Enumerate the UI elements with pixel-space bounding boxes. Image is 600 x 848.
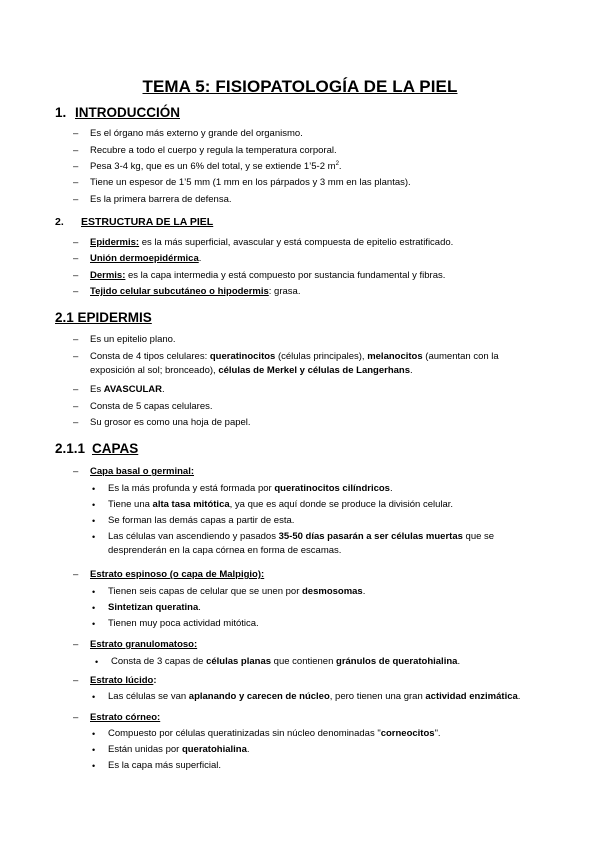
list-item: – Es la primera barrera de defensa.	[73, 194, 232, 205]
section-2-1-heading	[55, 310, 152, 325]
list-item: – Consta de 5 capas celulares.	[73, 401, 213, 412]
sub-item: • Las células van ascendiendo y pasados 35-50 días pasarán a ser células muertas que se desprenderán en la capa córnea en forma de escamas.	[92, 531, 495, 556]
list-item: – Su grosor es como una hoja de papel.	[73, 417, 251, 428]
sub-item: • Compuesto por células queratinizadas sin núcleo denominadas "corneocitos".	[92, 728, 441, 739]
layer-title-basal: – Capa basal o germinal:	[73, 466, 195, 477]
section-2-title: ESTRUCTURA DE LA PIEL	[81, 216, 214, 228]
list-item: – Dermis: es la capa intermedia y está compuesto por sustancia fundamental y fibras.	[73, 270, 446, 281]
section-2-1-1-title: CAPAS	[92, 441, 139, 456]
layer-title-espinoso: – Estrato espinoso (o capa de Malpigio):	[73, 569, 265, 580]
page-title: TEMA 5: FISIOPATOLOGÍA DE LA PIEL	[142, 77, 458, 96]
section-2-1-1-number: 2.1.1	[55, 441, 86, 456]
list-item: – Tiene un espesor de 1’5 mm (1 mm en los párpados y 3 mm en las plantas).	[73, 177, 411, 188]
list-item: – Es el órgano más externo y grande del organismo.	[73, 128, 303, 139]
section-1-heading	[55, 105, 180, 120]
layer-title-lucido: – Estrato lúcido:	[73, 675, 157, 686]
section-2-heading	[55, 216, 213, 228]
list-item: – Pesa 3-4 kg, que es un 6% del total, y se extiende 1’5-2 $m^2$.	[73, 160, 342, 172]
list-item: – Es un epitelio plano.	[73, 334, 176, 345]
section-2-1-1-heading	[55, 441, 138, 456]
list-item: – Epidermis: es la más superficial, avascular y está compuesta de epitelio estratificado.	[73, 237, 454, 248]
sub-item: • Es la capa más superficial.	[92, 760, 221, 771]
list-item: – Consta de 4 tipos celulares: queratinocitos (células principales), melanocitos (aumentan con la exposición al sol; bronceado), células de Merkel y células de Langerhans.	[73, 351, 499, 376]
section-2-1-title: 2.1 EPIDERMIS	[55, 310, 152, 325]
section-1-title: INTRODUCCIÓN	[75, 105, 180, 120]
sub-item: • Tienen seis capas de celular que se unen por desmosomas.	[92, 586, 366, 597]
list-item: – Unión dermoepidérmica.	[73, 253, 202, 264]
section-1-number: 1.	[55, 105, 67, 120]
sub-item: • Están unidas por queratohialina.	[92, 744, 250, 755]
layer-title-granuloso: – Estrato granulomatoso:	[73, 639, 198, 650]
list-item: – Es AVASCULAR.	[73, 384, 165, 395]
layer-title-corneo: – Estrato córneo:	[73, 712, 161, 723]
list-item: – Tejido celular subcutáneo o hipodermis: grasa.	[73, 286, 301, 297]
sub-item: • Tiene una alta tasa mitótica, ya que es aquí donde se produce la división celular.	[92, 499, 454, 510]
section-2-number: 2.	[55, 216, 64, 228]
sub-item: • Tienen muy poca actividad mitótica.	[92, 618, 259, 629]
sub-item: • Se forman las demás capas a partir de esta.	[92, 515, 295, 526]
sub-item: • Las células se van aplanando y carecen de núcleo, pero tienen una gran actividad enzimática.	[92, 691, 521, 702]
list-item: – Recubre a todo el cuerpo y regula la temperatura corporal.	[73, 145, 337, 156]
sub-item: • Consta de 3 capas de células planas que contienen gránulos de queratohialina.	[95, 656, 461, 667]
sub-item: • Es la más profunda y está formada por queratinocitos cilíndricos.	[92, 483, 393, 494]
sub-item: • Sintetizan queratina.	[92, 602, 201, 613]
